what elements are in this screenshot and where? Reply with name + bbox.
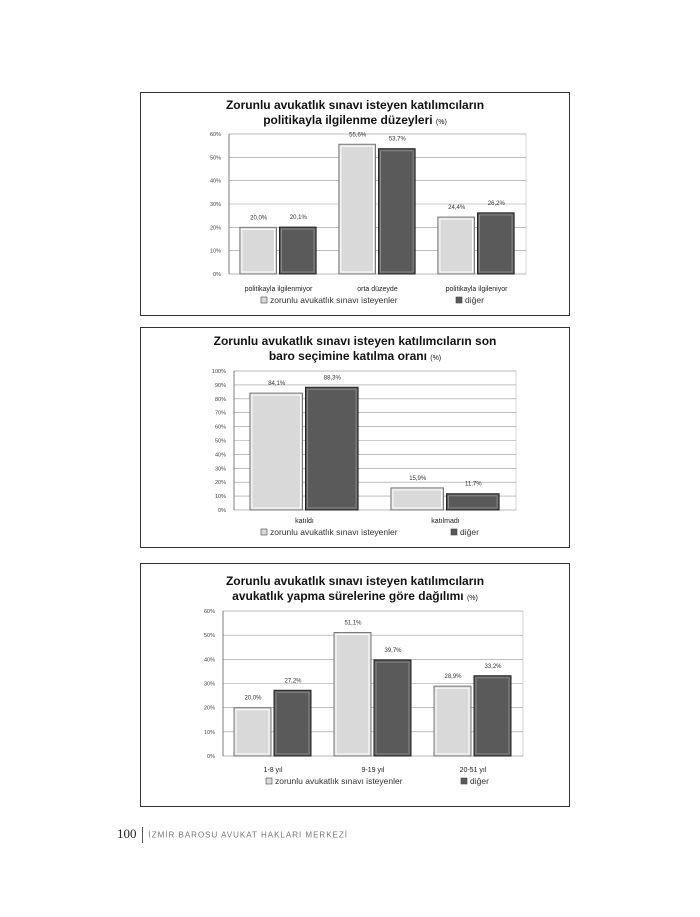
data-label: 26,2% (487, 200, 505, 207)
category-label: orta düzeyde (357, 286, 398, 293)
y-tick-label: 20% (214, 480, 226, 487)
y-tick-label: 50% (203, 633, 215, 640)
data-label: 55,6% (349, 132, 367, 139)
bar (280, 227, 317, 274)
data-label: 33,2% (484, 663, 502, 670)
category-label: politikayla ilgileniyor (445, 286, 508, 293)
title-line-1: Zorunlu avukatlık sınavı isteyen katılımcıların son (213, 334, 497, 348)
chart-plot (141, 564, 569, 808)
y-tick-label: 40% (214, 452, 226, 459)
bar (438, 217, 475, 274)
chart-practice-duration (140, 563, 570, 807)
y-tick-label: 20% (209, 225, 221, 232)
data-label: 20,0% (244, 695, 262, 702)
legend-label: zorunlu avukatlık sınavı isteyenler (270, 527, 398, 537)
y-tick-label: 60% (203, 609, 215, 615)
y-tick-label: 10% (203, 729, 215, 736)
legend-label: diğer (470, 776, 489, 786)
category-label: politikayla ilgilenmiyor (244, 286, 313, 293)
data-label: 39,7% (384, 648, 402, 655)
legend-swatch (456, 297, 462, 303)
data-label: 53,7% (388, 136, 406, 143)
data-label: 24,4% (448, 205, 466, 212)
bar (474, 676, 511, 756)
legend-label: diğer (465, 295, 484, 305)
data-label: 20,1% (289, 215, 307, 222)
chart-bar-election-participation (140, 327, 570, 548)
bar (274, 690, 311, 756)
chart-plot (141, 328, 569, 549)
category-label: 20-51 yıl (459, 767, 487, 774)
legend-swatch (261, 297, 267, 303)
title-line-2: politikayla ilgilenme düzeyleri (263, 113, 433, 127)
data-label: 84,1% (268, 381, 286, 388)
y-tick-label: 40% (203, 657, 215, 664)
legend-swatch (261, 529, 267, 535)
data-label: 20,0% (250, 215, 268, 222)
y-tick-label: 0% (213, 272, 221, 278)
footer-divider (142, 827, 143, 843)
y-tick-label: 60% (209, 132, 221, 138)
category-label: katılmadı (431, 518, 460, 525)
page-footer (117, 826, 348, 843)
bar (240, 227, 277, 274)
page-number: 100 (117, 826, 137, 841)
title-line-2: avukatlık yapma sürelerine göre dağılımı (232, 589, 464, 603)
y-tick-label: 0% (207, 754, 215, 760)
y-tick-label: 20% (203, 705, 215, 712)
legend-label: diğer (460, 527, 479, 537)
legend-swatch (451, 529, 457, 535)
legend-swatch (266, 778, 272, 784)
title-unit: (%) (435, 119, 447, 126)
y-tick-label: 10% (209, 248, 221, 255)
bar (434, 686, 471, 756)
bar (391, 488, 444, 510)
data-label: 51,1% (344, 620, 362, 627)
chart-plot (141, 93, 569, 317)
y-tick-label: 70% (214, 410, 226, 417)
chart-politics-interest (140, 92, 570, 316)
y-tick-label: 30% (203, 681, 215, 688)
title-unit: (%) (430, 355, 442, 362)
y-tick-label: 30% (209, 202, 221, 208)
y-tick-label: 50% (209, 155, 221, 162)
y-tick-label: 30% (214, 466, 226, 473)
y-tick-label: 80% (214, 396, 226, 403)
data-label: 27,2% (284, 678, 302, 685)
legend-label: zorunlu avukatlık sınavı isteyenler (275, 776, 403, 786)
y-tick-label: 60% (214, 424, 226, 431)
title-line-1: Zorunlu avukatlık sınavı isteyen katılımcıların (225, 574, 485, 588)
data-label: 88,3% (323, 375, 341, 382)
legend-label: zorunlu avukatlık sınavı isteyenler (270, 295, 398, 305)
y-tick-label: 10% (214, 494, 226, 501)
y-tick-label: 100% (211, 369, 226, 375)
bar (250, 393, 303, 510)
publication-name: İZMİR BAROSU AVUKAT HAKLARI MERKEZİ (148, 830, 348, 840)
category-label: 1-8 yıl (263, 767, 283, 774)
bar (478, 213, 515, 274)
y-tick-label: 0% (218, 508, 226, 514)
data-label: 11,7% (465, 481, 482, 488)
title-line-1: Zorunlu avukatlık sınavı isteyen katılımcıların (225, 98, 485, 112)
bar (379, 149, 416, 274)
data-label: 15,9% (409, 475, 427, 482)
title-line-2: baro seçimine katılma oranı (268, 349, 427, 363)
bar (374, 660, 411, 756)
bar (334, 633, 371, 756)
title-unit: (%) (466, 595, 478, 602)
data-label: 28,9% (444, 674, 462, 681)
y-tick-label: 40% (209, 178, 221, 185)
y-tick-label: 90% (214, 382, 226, 389)
bar (306, 387, 359, 510)
bar (339, 144, 376, 274)
category-label: katıldı (295, 518, 314, 525)
legend-swatch (461, 778, 467, 784)
bar (234, 708, 271, 756)
y-tick-label: 50% (214, 438, 226, 445)
category-label: 9-19 yıl (361, 767, 385, 774)
